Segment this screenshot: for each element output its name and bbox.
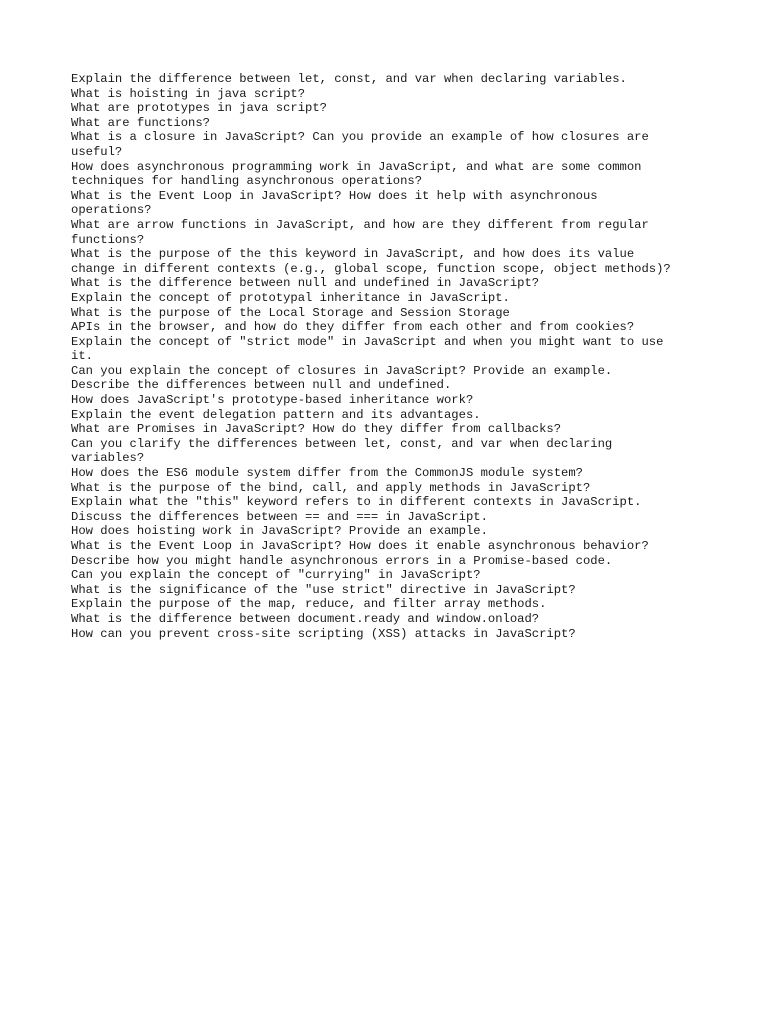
text-line: How does asynchronous programming work in JavaScript, and what are some common (71, 159, 642, 174)
text-line: How can you prevent cross-site scripting (XSS) attacks in JavaScript? (71, 626, 576, 641)
text-line: How does hoisting work in JavaScript? Provide an example. (71, 524, 488, 539)
text-line: What is hoisting in java script? (71, 86, 306, 101)
text-line: What is the difference between null and undefined in JavaScript? (71, 276, 540, 291)
text-line: APIs in the browser, and how do they differ from each other and from cookies? (71, 320, 635, 335)
text-line: techniques for handling asynchronous operations? (71, 174, 423, 189)
text-line: Explain the difference between let, const, and var when declaring variables. (71, 72, 627, 86)
text-line: it. (71, 349, 93, 364)
text-line: functions? (71, 232, 145, 247)
text-line: What is the purpose of the this keyword in JavaScript, and how does its value (71, 247, 635, 262)
text-line: How does the ES6 module system differ from the CommonJS module system? (71, 466, 583, 481)
text-line: What are arrow functions in JavaScript, and how are they different from regular (71, 217, 649, 232)
text-line: Can you explain the concept of closures in JavaScript? Provide an example. (71, 363, 613, 378)
text-line: What are functions? (71, 115, 210, 130)
text-line: Explain the concept of "strict mode" in JavaScript and when you might want to use (71, 334, 664, 349)
text-line: variables? (71, 451, 145, 466)
text-line: What are Promises in JavaScript? How do they differ from callbacks? (71, 422, 562, 437)
text-line: What is the purpose of the Local Storage and Session Storage (71, 305, 510, 320)
text-line: How does JavaScript's prototype-based inheritance work? (71, 393, 474, 408)
text-line: What is the Event Loop in JavaScript? How does it enable asynchronous behavior? (71, 539, 649, 553)
document-page (71, 72, 711, 641)
question-list (71, 72, 711, 641)
text-line: Can you clarify the differences between let, const, and var when declaring (71, 436, 613, 451)
text-line: operations? (71, 203, 152, 218)
text-line: Describe how you might handle asynchronous errors in a Promise-based code. (71, 553, 613, 568)
text-line: Explain the purpose of the map, reduce, and filter array methods. (71, 597, 547, 612)
text-line: Describe the differences between null and undefined. (71, 378, 452, 393)
text-line: What is a closure in JavaScript? Can you provide an example of how closures are (71, 130, 649, 145)
text-line: Explain what the "this" keyword refers to in different contexts in JavaScript. (71, 495, 642, 510)
text-line: Can you explain the concept of "currying" in JavaScript? (71, 568, 481, 583)
text-line: What is the Event Loop in JavaScript? How does it help with asynchronous (71, 188, 598, 203)
text-line: What are prototypes in java script? (71, 101, 327, 116)
text-line: What is the difference between document.ready and window.onload? (71, 611, 540, 626)
text-line: Explain the concept of prototypal inheritance in JavaScript. (71, 290, 510, 305)
text-line: Explain the event delegation pattern and its advantages. (71, 407, 481, 422)
text-line: Discuss the differences between == and === in JavaScript. (71, 509, 488, 524)
text-line: What is the significance of the "use strict" directive in JavaScript? (71, 582, 576, 597)
text-line: useful? (71, 144, 123, 159)
text-line: change in different contexts (e.g., global scope, function scope, object methods)? (71, 261, 671, 276)
text-line: What is the purpose of the bind, call, and apply methods in JavaScript? (71, 480, 591, 495)
